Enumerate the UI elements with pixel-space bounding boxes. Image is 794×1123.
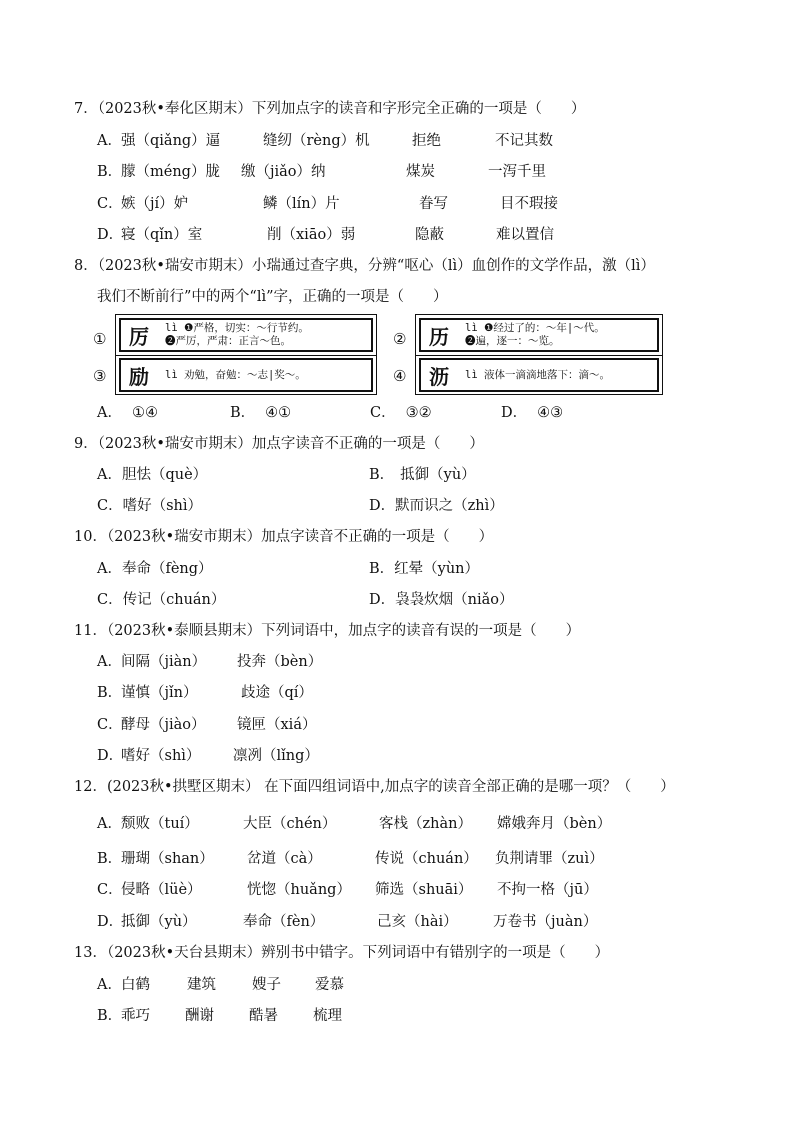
option-item: 酵母（jiào）: [121, 717, 206, 733]
option-item: 间隔（jiàn）: [121, 654, 207, 670]
option-label: B．: [97, 164, 123, 180]
dict-definition: [165, 322, 309, 348]
option-label: D．: [369, 592, 396, 608]
q10-stem: 10．（2023秋•瑞安市期末）加点字读音不正确的一项是（ ）: [74, 529, 494, 545]
q10-option-c[interactable]: [97, 590, 225, 610]
option-item: 谨慎（jǐn）: [121, 685, 198, 701]
option-item: 侵略（lüè）: [121, 882, 202, 898]
dict-number: ①: [93, 330, 107, 348]
dict-char: 历: [429, 324, 449, 349]
option-text: 胆怯（què）: [121, 467, 208, 483]
q9-option-c[interactable]: [97, 496, 202, 516]
option-item: 己亥（hài）: [377, 914, 458, 930]
option-item: 传说（chuán）: [375, 851, 478, 867]
q8-option-c[interactable]: [370, 403, 432, 423]
option-label: B．: [369, 467, 395, 483]
q12-stem: 12．(2023秋•拱墅区期末） 在下面四组词语中,加点字的读音全部正确的是哪一项？（ ）: [74, 779, 675, 795]
option-label: C．: [97, 498, 123, 514]
option-label: D．: [97, 227, 124, 243]
q8-option-a[interactable]: [97, 403, 158, 423]
q9-option-a[interactable]: [97, 465, 207, 485]
option-label: D．: [501, 405, 528, 421]
option-item: 酬谢: [185, 1008, 214, 1024]
option-item: 目不瑕接: [500, 196, 558, 212]
option-item: 投奔（bèn）: [237, 654, 323, 670]
option-label: C．: [97, 717, 123, 733]
q9-stem: 9．（2023秋•瑞安市期末）加点字读音不正确的一项是（ ）: [74, 436, 484, 452]
option-item: 拒绝: [412, 133, 441, 149]
dict-entry-li-experience: [419, 318, 659, 352]
dict-number: ④: [393, 367, 407, 385]
option-label: B．: [97, 851, 123, 867]
option-label: D．: [97, 914, 124, 930]
option-item: 嫂子: [252, 977, 281, 993]
option-text: 袅袅炊烟（niǎo）: [395, 592, 514, 608]
option-item: 筛选（shuāi）: [375, 882, 473, 898]
q13-stem: 13．（2023秋•天台县期末）辨别书中错字。下列词语中有错别字的一项是（ ）: [74, 945, 610, 961]
dict-number: ②: [393, 330, 407, 348]
option-text: ①④: [131, 405, 158, 421]
dict-char: 沥: [429, 364, 449, 389]
dict-definition: [465, 322, 605, 348]
option-label: B．: [97, 1008, 123, 1024]
option-item: 不拘一格（jū）: [497, 882, 598, 898]
option-item: 一泻千里: [488, 164, 546, 180]
dict-definition: [465, 369, 610, 382]
option-item: 削（xiāo）弱: [267, 227, 356, 243]
dict-line: lì 劝勉，奋勉：～志|奖～。: [165, 368, 306, 381]
option-label: C．: [97, 196, 123, 212]
option-text: 抵御（yù）: [400, 467, 476, 483]
dict-char: 厉: [129, 324, 149, 349]
option-item: 颓败（tuí）: [121, 816, 199, 832]
option-text: ③②: [405, 405, 432, 421]
option-item: 乖巧: [121, 1008, 150, 1024]
option-item: 白鹤: [121, 977, 150, 993]
option-label: D．: [97, 748, 124, 764]
option-item: 珊瑚（shan）: [121, 851, 214, 867]
option-label: B．: [97, 685, 123, 701]
option-text: ④③: [537, 405, 564, 421]
option-item: 恍惚（huǎng）: [247, 882, 351, 898]
q10-option-b[interactable]: [369, 559, 479, 579]
option-item: 岔道（cà）: [247, 851, 322, 867]
option-item: 歧途（qí）: [241, 685, 313, 701]
option-item: 不记其数: [495, 133, 553, 149]
option-item: 镜匣（xiá）: [237, 717, 317, 733]
option-text: 红晕（yùn）: [394, 561, 480, 577]
dict-definition: [165, 369, 306, 382]
option-label: A．: [97, 405, 122, 421]
option-label: A．: [97, 654, 122, 670]
q7-stem: 7．（2023秋•奉化区期末）下列加点字的读音和字形完全正确的一项是（ ）: [74, 101, 586, 117]
option-item: 负荆请罪（zuì）: [495, 851, 604, 867]
q8-stem-line1: 8．（2023秋•瑞安市期末）小瑞通过查字典，分辨“呕心（lì）血创作的文学作品，激（lì）: [74, 258, 655, 274]
option-label: A．: [97, 977, 122, 993]
option-text: 默而识之（zhì）: [395, 498, 504, 514]
dict-entry-li-encourage: [119, 358, 373, 392]
option-item: 梳理: [313, 1008, 342, 1024]
option-item: 抵御（yù）: [121, 914, 197, 930]
option-item: 建筑: [187, 977, 216, 993]
option-item: 强（qiǎng）逼: [121, 133, 221, 149]
option-item: 眷写: [419, 196, 448, 212]
dict-line: ❷遍，逐一：～览。: [465, 335, 560, 347]
option-label: A．: [97, 467, 122, 483]
option-item: 酷暑: [249, 1008, 278, 1024]
option-item: 缝纫（rèng）机: [263, 133, 370, 149]
option-label: A．: [97, 816, 122, 832]
option-item: 煤炭: [406, 164, 435, 180]
option-item: 爱慕: [315, 977, 344, 993]
option-label: D．: [369, 498, 396, 514]
option-label: A．: [97, 561, 122, 577]
option-item: 奉命（fèn）: [243, 914, 325, 930]
option-item: 隐蔽: [415, 227, 444, 243]
option-item: 嫦娥奔月（bèn）: [497, 816, 612, 832]
option-item: 客栈（zhàn）: [379, 816, 472, 832]
q8-stem-line2: 我们不断前行”中的两个“lì”字，正确的一项是（ ）: [97, 289, 448, 305]
option-item: 万卷书（juàn）: [493, 914, 598, 930]
option-label: B．: [230, 405, 256, 421]
option-item: 凛冽（lǐng）: [233, 748, 319, 764]
dict-entry-li-strict: [119, 318, 373, 352]
option-item: 大臣（chén）: [243, 816, 337, 832]
option-label: C．: [97, 592, 123, 608]
option-text: 奉命（fèng）: [121, 561, 213, 577]
q9-option-b[interactable]: [369, 465, 476, 485]
dict-number: ③: [93, 367, 107, 385]
option-label: A．: [97, 133, 122, 149]
q10-option-d[interactable]: [369, 590, 514, 610]
option-label: C．: [97, 882, 123, 898]
option-item: 嗜好（shì）: [121, 748, 201, 764]
option-label: B．: [369, 561, 395, 577]
option-text: 嗜好（shì）: [122, 498, 203, 514]
dict-line: lì ❶经过了的：～年|～代。: [465, 322, 605, 334]
option-label: C．: [370, 405, 396, 421]
dict-line: ❷严厉，严肃：正言～色。: [165, 335, 291, 347]
q10-option-a[interactable]: [97, 559, 213, 579]
q8-option-b[interactable]: [230, 403, 291, 423]
option-text: ④①: [265, 405, 292, 421]
dict-char: 励: [129, 364, 149, 389]
q11-stem: 11．（2023秋•泰顺县期末）下列词语中，加点字的读音有误的一项是（ ）: [74, 623, 581, 639]
dict-line: lì 液体一滴滴地落下：滴～。: [465, 368, 610, 381]
dict-entry-li-drip: [419, 358, 659, 392]
option-item: 嫉（jí）妒: [121, 196, 189, 212]
dict-line: lì ❶严格，切实：～行节约。: [165, 322, 309, 334]
q9-option-d[interactable]: [369, 496, 504, 516]
option-item: 鳞（lín）片: [263, 196, 340, 212]
option-item: 缴（jiǎo）纳: [241, 164, 326, 180]
q8-option-d[interactable]: [501, 403, 563, 423]
option-text: 传记（chuán）: [122, 592, 226, 608]
option-item: 难以置信: [496, 227, 554, 243]
option-item: 朦（méng）胧: [121, 164, 220, 180]
option-item: 寝（qǐn）室: [121, 227, 203, 243]
